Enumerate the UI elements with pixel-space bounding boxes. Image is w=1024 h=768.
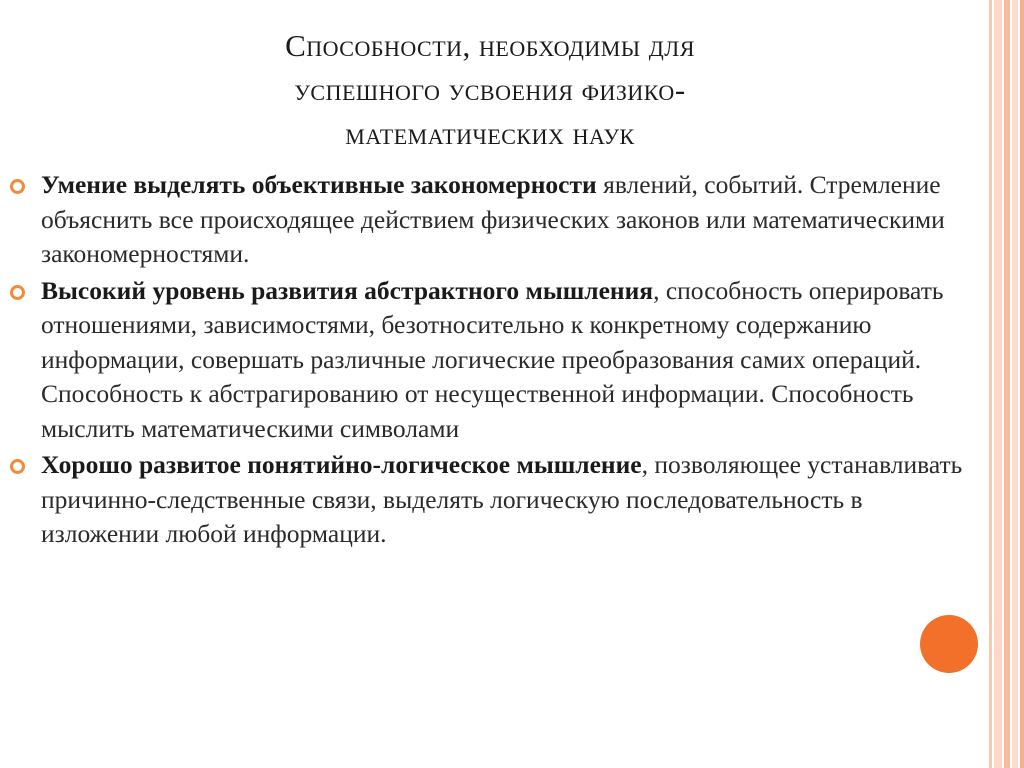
- bullet-ring-icon: [10, 179, 25, 194]
- bullet-text: позволяющее устанавливать причинно-следственные связи, выделять логическую последовательность в изложении любой информации.: [41, 450, 963, 548]
- bullet-item: [10, 274, 975, 447]
- bullet-item: [10, 448, 975, 552]
- title-line-3: математических наук: [345, 116, 635, 151]
- title-line-1: Способности, необходимы для: [285, 28, 695, 63]
- slide-title: [100, 24, 880, 156]
- bullet-heading: Хорошо развитое понятийно-логическое мышление: [41, 450, 642, 479]
- border-stripe: [989, 0, 992, 768]
- bullet-text: явлений, событий. Стремление объяснить все происходящее действием физических законов или математическими закономерностями.: [41, 170, 945, 268]
- border-stripe: [1020, 0, 1024, 768]
- bullet-punct: ,: [641, 450, 648, 479]
- bullet-heading: Высокий уровень развития абстрактного мышления: [41, 275, 654, 305]
- bullet-ring-icon: [10, 459, 25, 474]
- bullet-item: [10, 168, 975, 272]
- bullet-heading: Умение выделять объективные закономерности: [41, 170, 597, 199]
- decorative-orange-circle: [920, 615, 978, 673]
- border-stripe: [1012, 0, 1018, 768]
- title-line-2: успешного усвоения физико-: [294, 72, 686, 107]
- bullet-ring-icon: [10, 285, 25, 300]
- bullet-list: [10, 168, 975, 554]
- border-stripe: [1004, 0, 1010, 768]
- border-stripe: [994, 0, 1002, 768]
- bullet-punct: ,: [653, 275, 660, 305]
- bullet-text: способность оперировать отношениями, зависимостями, безотносительно к конкретному содержанию информации, совершать различные логические преобразования самих операций. Способность к абстрагированию от несущественной информации. Способность мыслить математическими символами: [41, 275, 944, 443]
- decorative-border-stripes: [986, 0, 1024, 768]
